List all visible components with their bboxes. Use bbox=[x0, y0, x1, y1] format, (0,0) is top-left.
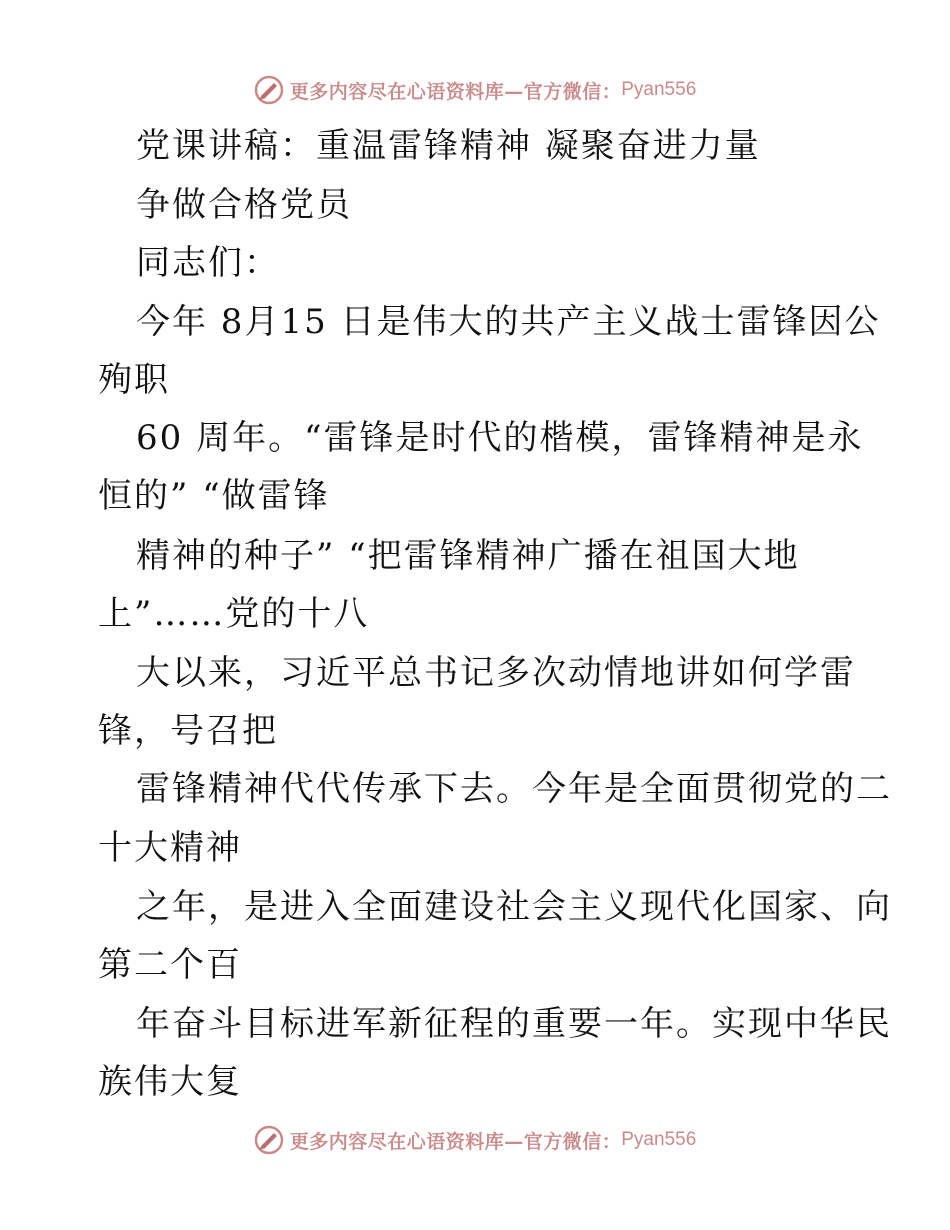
document-title-line-2: 争做合格党员 bbox=[136, 185, 352, 225]
footer-watermark bbox=[0, 1120, 950, 1160]
pen-logo-icon bbox=[254, 75, 284, 105]
paragraph-line: 今年 8月15 日是伟大的共产主义战士雷锋因公 bbox=[136, 302, 881, 342]
watermark-wechat-id: Pyan556 bbox=[621, 1129, 697, 1150]
paragraph-line: 之年，是进入全面建设社会主义现代化国家、向 bbox=[136, 887, 892, 927]
paragraph-line: 精神的种子” “把雷锋精神广播在祖国大地 bbox=[136, 536, 800, 576]
paragraph-line: 第二个百 bbox=[98, 945, 242, 985]
paragraph-line: 族伟大复 bbox=[98, 1062, 242, 1102]
watermark-text: 更多内容尽在心语资料库—官方微信： bbox=[289, 80, 622, 103]
document-title-line-1: 党课讲稿：重温雷锋精神 凝聚奋进力量 bbox=[136, 126, 761, 166]
paragraph-line: 年奋斗目标进军新征程的重要一年。实现中华民 bbox=[136, 1004, 892, 1044]
pen-logo-icon bbox=[254, 1125, 284, 1155]
paragraph-line: 大以来，习近平总书记多次动情地讲如何学雷 bbox=[136, 653, 856, 693]
paragraph-line: 殉职 bbox=[98, 360, 170, 400]
paragraph-line: 恒的” “做雷锋 bbox=[98, 476, 330, 516]
paragraph-line: 十大精神 bbox=[98, 828, 242, 868]
paragraph-line: 60 周年。“雷锋是时代的楷模，雷锋精神是永 bbox=[136, 418, 864, 458]
paragraph-line: 雷锋精神代代传承下去。今年是全面贯彻党的二 bbox=[136, 769, 892, 809]
paragraph-line: 上”……党的十八 bbox=[98, 594, 370, 634]
watermark-wechat-id: Pyan556 bbox=[621, 79, 697, 100]
header-watermark bbox=[0, 70, 950, 110]
salutation: 同志们： bbox=[136, 243, 280, 283]
paragraph-line: 锋，号召把 bbox=[98, 711, 278, 751]
watermark-text: 更多内容尽在心语资料库—官方微信： bbox=[289, 1130, 622, 1153]
